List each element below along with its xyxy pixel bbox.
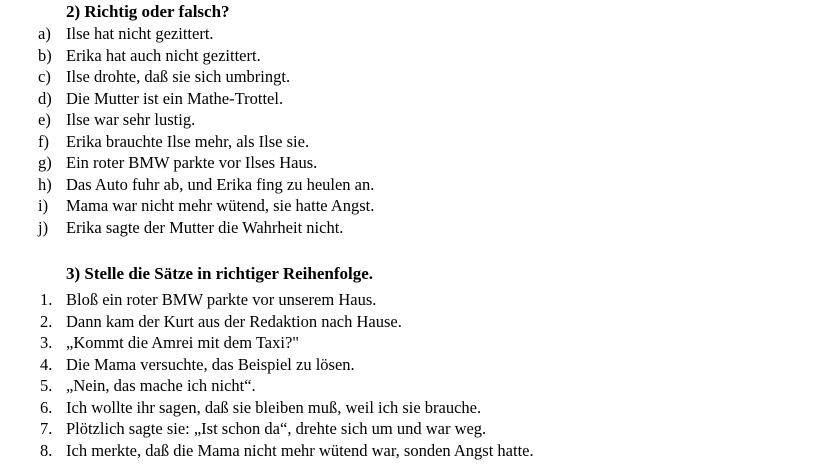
list-marker: 2. [40, 311, 53, 331]
list-item-text: Dann kam der Kurt aus der Redaktion nach Hause. [66, 311, 402, 331]
list-marker: a) [38, 24, 51, 43]
section-2-heading: 2) Richtig oder falsch? [66, 2, 230, 21]
list-marker: j) [38, 217, 49, 237]
list-item-text: Ein roter BMW parkte vor Ilses Haus. [66, 153, 318, 172]
list-item-text: Das Auto fuhr ab, und Erika fing zu heulen an. [66, 174, 375, 194]
list-item-text: Erika hat auch nicht gezittert. [66, 45, 261, 65]
list-item-text: „Nein, das mache ich nicht“. [66, 376, 256, 395]
list-item-text: Erika brauchte Ilse mehr, als Ilse sie. [66, 131, 310, 151]
list-marker: d) [38, 88, 52, 108]
list-marker: i) [38, 196, 49, 215]
list-marker: f) [38, 131, 49, 151]
list-item-text: Ilse drohte, daß sie sich umbringt. [66, 67, 291, 86]
list-marker: 3. [40, 333, 53, 352]
list-item-text: „Kommt die Amrei mit dem Taxi?" [66, 333, 300, 352]
list-marker: 7. [40, 419, 53, 438]
list-marker: c) [38, 67, 51, 86]
list-marker: e) [38, 110, 51, 129]
list-item-text: Die Mama versuchte, das Beispiel zu lösen. [66, 354, 355, 374]
list-item-text: Die Mutter ist ein Mathe-Trottel. [66, 88, 284, 108]
list-item-text: Ilse war sehr lustig. [66, 110, 196, 129]
list-marker: 6. [40, 397, 53, 417]
list-item-text: Erika sagte der Mutter die Wahrheit nicht. [66, 217, 344, 237]
list-marker: h) [38, 174, 52, 194]
list-marker: 4. [40, 354, 53, 374]
list-item-text: Bloß ein roter BMW parkte vor unserem Haus. [66, 290, 377, 309]
section-3-heading: 3) Stelle die Sätze in richtiger Reihenfolge. [66, 264, 374, 283]
list-item-text: Mama war nicht mehr wütend, sie hatte Angst. [66, 196, 375, 215]
list-item-text: Ilse hat nicht gezittert. [66, 24, 214, 43]
list-marker: b) [38, 45, 52, 65]
list-marker: g) [38, 153, 52, 172]
list-marker: 8. [40, 440, 53, 460]
list-marker: 1. [40, 290, 53, 309]
list-item-text: Ich merkte, daß die Mama nicht mehr wütend war, sonden Angst hatte. [66, 440, 534, 460]
list-item-text: Plötzlich sagte sie: „Ist schon da“, drehte sich um und war weg. [66, 419, 487, 438]
list-marker: 5. [40, 376, 53, 395]
list-item-text: Ich wollte ihr sagen, daß sie bleiben muß, weil ich sie brauche. [66, 397, 482, 417]
